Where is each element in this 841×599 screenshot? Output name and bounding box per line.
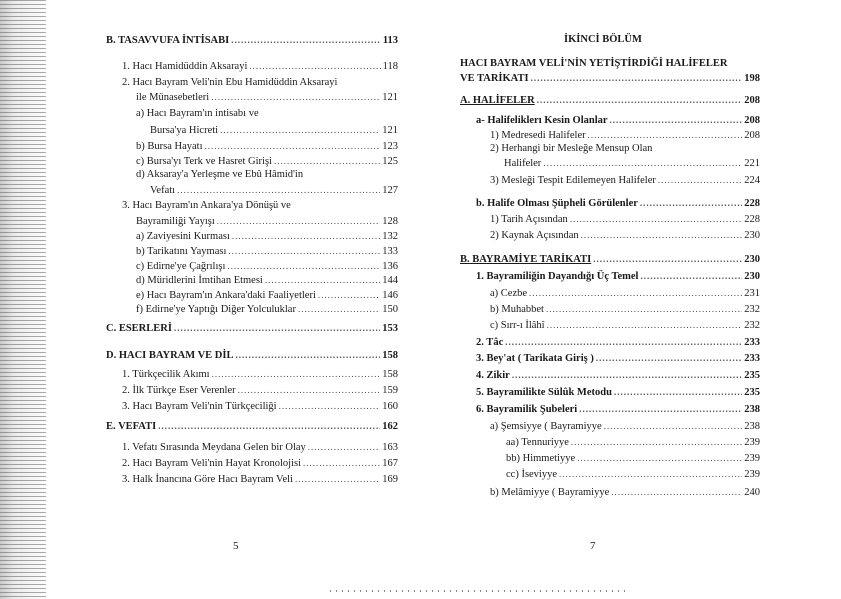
toc-entry: cc) İseviyye ..... 239	[506, 468, 760, 481]
toc-entry: b) Bursa Hayatı ..... 123	[136, 140, 398, 153]
toc-entry: bb) Himmetiyye ..... 239	[506, 452, 760, 465]
toc-entry: 1. Vefatı Sırasında Meydana Gelen bir Olay ..... 163	[122, 441, 398, 454]
toc-entry	[106, 34, 398, 47]
toc-entry-page: 113	[382, 35, 398, 46]
toc-entry: 6. Bayramilik Şubeleri ..... 238	[476, 403, 760, 416]
toc-entry: b) Melâmiyye ( Bayramiyye ..... 240	[490, 486, 760, 499]
toc-entry: 2. Hacı Bayram Veli'nin Hayat Kronolojisi ..... 167	[122, 457, 398, 470]
toc-entry: 2. Tâc ..... 233	[476, 336, 760, 349]
toc-entry: 2. İlk Türkçe Eser Verenler ..... 159	[122, 384, 398, 397]
chapter-heading: İKİNCİ BÖLÜM	[564, 34, 642, 45]
toc-entry: 2) Kaynak Açısından ..... 230	[490, 229, 760, 242]
toc-entry-title: 2) Herhangi bir Mesleğe Mensup Olan	[490, 143, 653, 154]
toc-entry: ile Münasebetleri ..... 121	[136, 91, 398, 104]
left-page	[96, 0, 406, 599]
toc-entry: b) Tarikatını Yayması ..... 133	[136, 245, 398, 258]
page-number: 5	[233, 540, 239, 552]
toc-entry: 1) Tarih Açısından ..... 228	[490, 213, 760, 226]
toc-entry: 3. Halk İnancına Göre Hacı Bayram Veli ..... 169	[122, 473, 398, 486]
toc-section-entry: A. HALİFELER ..... 208	[460, 94, 760, 107]
right-page	[448, 0, 768, 599]
toc-entry-title: 2. Hacı Bayram Veli'nin Ebu Hamidüddin Aksarayi	[122, 77, 338, 88]
chapter-title: HACI BAYRAM VELİ'NİN YETİŞTİRDİĞİ HALİFELER	[460, 58, 728, 69]
toc-entry: 1. Hacı Hamidüddin Aksarayi ..... 118	[122, 60, 398, 73]
toc-entry: 5. Bayramilikte Sülûk Metodu ..... 235	[476, 386, 760, 399]
toc-entry: a) Cezbe ..... 231	[490, 287, 760, 300]
toc-entry-title: B. TASAVVUFA İNTİSABI	[106, 35, 230, 46]
toc-entry: 4. Zikir ..... 235	[476, 369, 760, 382]
toc-entry: Bayramiliği Yayışı ..... 128	[136, 215, 398, 228]
toc-entry: e) Hacı Bayram'ın Ankara'daki Faaliyetleri ..... 146	[136, 289, 398, 302]
toc-entry-title: 3. Hacı Bayram'ın Ankara'ya Dönüşü ve	[122, 200, 291, 211]
binding-edge	[0, 0, 46, 599]
toc-section-entry: B. BAYRAMİYE TARİKATI ..... 230	[460, 253, 760, 266]
toc-entry: 3. Hacı Bayram Veli'nin Türkçeciliği ..... 160	[122, 400, 398, 413]
toc-entry: c) Sırr-ı İlâhî ..... 232	[490, 319, 760, 332]
toc-section-entry: E. VEFATI ..... 162	[106, 420, 398, 433]
toc-entry: 3. Bey'at ( Tarikata Giriş ) ..... 233	[476, 352, 760, 365]
toc-entry: Vefatı ..... 127	[150, 184, 398, 197]
toc-entry: d) Müridlerini İmtihan Etmesi ..... 144	[136, 274, 398, 287]
toc-entry: Bursa'ya Hicreti ..... 121	[150, 124, 398, 137]
toc-entry: c) Edirne'ye Çağrılışı ..... 136	[136, 260, 398, 273]
toc-entry: a- Halifeliklerı Kesin Olanlar ..... 208	[476, 114, 760, 127]
toc-entry: b) Muhabbet ..... 232	[490, 303, 760, 316]
toc-entry: 1. Türkçecilik Akımı ..... 158	[122, 368, 398, 381]
toc-entry: 1) Medresedi Halifeler ..... 208	[490, 129, 760, 142]
toc-entry: c) Bursa'yı Terk ve Hasret Girişi ..... 125	[136, 155, 398, 168]
toc-section-entry: D. HACI BAYRAM VE DİL ..... 158	[106, 349, 398, 362]
scan-artifact-line	[330, 590, 630, 592]
toc-entry: a) Şemsiyye ( Bayramiyye ..... 238	[490, 420, 760, 433]
toc-entry: 3) Mesleği Tespit Edilemeyen Halifeler ..... 224	[490, 174, 760, 187]
toc-entry: aa) Tennuriyye ..... 239	[506, 436, 760, 449]
chapter-title-entry: VE TARİKATI ..... 198	[460, 72, 760, 85]
toc-section-entry: C. ESERLERİ ..... 153	[106, 322, 398, 335]
toc-entry: b. Halife Olması Şüpheli Görülenler ..... 228	[476, 197, 760, 210]
page-number: 7	[590, 540, 596, 552]
toc-entry: Halifeler ..... 221	[504, 157, 760, 170]
toc-entry-title: d) Aksaray'a Yerleşme ve Ebû Hâmid'in	[136, 169, 304, 180]
toc-entry: a) Zaviyesini Kurması ..... 132	[136, 230, 398, 243]
toc-entry-title: a) Hacı Bayram'ın intisabı ve	[136, 108, 259, 119]
toc-entry: 1. Bayramiliğin Dayandığı Üç Temel ..... 230	[476, 270, 760, 283]
toc-entry: f) Edirne'ye Yaptığı Diğer Yolculuklar ..... 150	[136, 303, 398, 316]
